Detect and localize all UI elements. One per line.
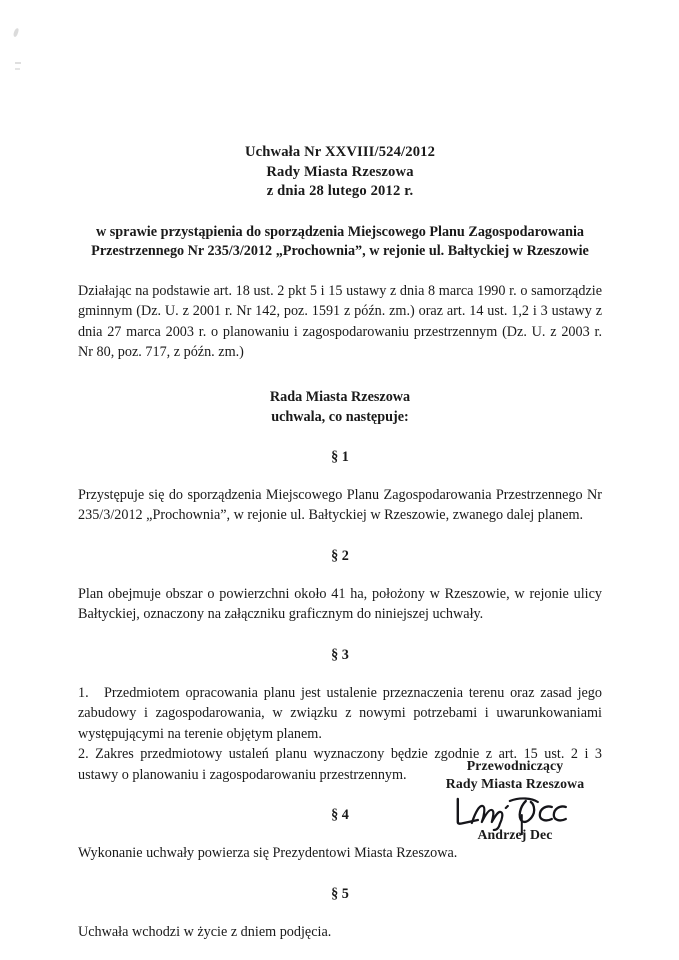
section-mark-1: § 1 — [331, 448, 349, 465]
enacting-line-1: Rada Miasta Rzeszowa — [269, 388, 411, 405]
section-mark-4: § 4 — [331, 807, 349, 823]
signature-role-line-1: Przewodniczący — [466, 758, 564, 773]
section-3-item-1-number: 1. — [78, 684, 89, 701]
subtitle-line-1: w sprawie przystąpienia do sporządzenia Miejscowego Planu Zagospodarowania — [95, 223, 585, 240]
section-3-item-1 — [78, 683, 602, 745]
section-3-item-1-text: Przedmiotem opracowania planu jest ustalenie przeznaczenia terenu oraz zasad jego zabudowy i zagospodarowania, w związku z nowymi potrzebami i uwarunkowaniami występującymi na terenie objętym planem. — [78, 684, 602, 742]
section-3-item-2-number: 2. — [78, 746, 89, 762]
enacting-line-2: uchwala, co następuje: — [271, 408, 409, 425]
section-mark-3: § 3 — [331, 646, 349, 663]
enacting-clause — [78, 387, 602, 427]
title-line-2: Rady Miasta Rzeszowa — [266, 163, 414, 180]
scan-artifact-icon — [15, 62, 21, 64]
document-title — [78, 143, 602, 202]
document-subtitle — [78, 223, 602, 262]
section-body-1: Przystępuje się do sporządzenia Miejscowego Planu Zagospodarowania Przestrzennego Nr 235/3/2012 „Prochownia”, w rejonie ul. Bałtyckiej w Rzeszowie, zwanego dalej planem. — [78, 486, 602, 523]
handwritten-signature-icon — [400, 795, 630, 829]
preamble-paragraph: Działając na podstawie art. 18 ust. 2 pkt 5 i 15 ustawy z dnia 8 marca 1990 r. o samorządzie gminnym (Dz. U. z 2001 r. Nr 142, poz. 1591 z późn. zm.) oraz art. 14 ust. 1,2 i 3 ustawy z dnia 27 marca 2003 r. o planowaniu i zagospodarowaniu przestrzennym (Dz. U. z 2003 r. Nr 80, poz. 717, z późn. zm.) — [78, 282, 602, 360]
section-3-item-2-text: Zakres przedmiotowy ustaleń planu wyznaczony będzie zgodnie z art. 15 ust. 2 i 3 ustawy o planowaniu i zagospodarowaniu przestrzennym. — [78, 746, 603, 783]
scan-artifact-icon — [13, 28, 20, 38]
section-body-5: Uchwała wchodzi w życie z dniem podjęcia. — [78, 923, 332, 940]
section-mark-2: § 2 — [331, 547, 349, 564]
section-body-4: Wykonanie uchwały powierza się Prezydentowi Miasta Rzeszowa. — [78, 845, 458, 861]
section-mark-5: § 5 — [331, 885, 349, 902]
title-line-3: z dnia 28 lutego 2012 r. — [266, 183, 414, 199]
section-body-2: Plan obejmuje obszar o powierzchni około 41 ha, położony w Rzeszowie, w rejonie ulicy Bałtyckiej, oznaczony na załączniku graficznym do niniejszej uchwały. — [78, 585, 602, 622]
title-line-1: Uchwała Nr XXVIII/524/2012 — [244, 144, 436, 160]
signature-role-line-2: Rady Miasta Rzeszowa — [445, 776, 585, 791]
signature-block — [400, 757, 630, 843]
subtitle-line-2: Przestrzennego Nr 235/3/2012 „Prochownia”, w rejonie ul. Bałtyckiej w Rzeszowie — [91, 243, 589, 259]
signature-printed-name: Andrzej Dec — [477, 827, 553, 842]
scan-artifact-icon — [15, 68, 20, 70]
